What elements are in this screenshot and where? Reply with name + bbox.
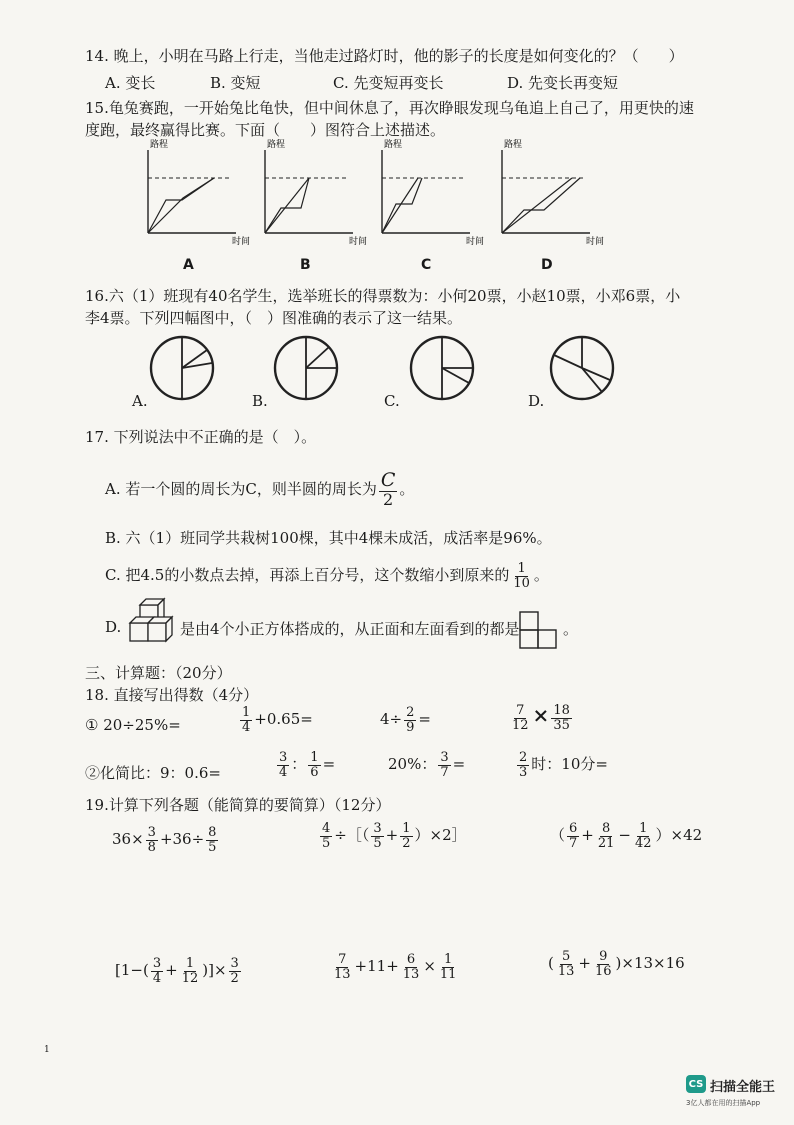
q14-option-c: C. 先变短再变长 xyxy=(333,74,444,92)
graph-a-y-label: 路程 xyxy=(150,140,169,150)
q18-r2-a: ②化简比：9：0.6= xyxy=(85,764,221,782)
q17-option-d-label: D. xyxy=(105,618,122,636)
graph-d-y-label: 路程 xyxy=(504,140,523,150)
graph-b xyxy=(265,138,367,247)
graph-d-x-label: 时间 xyxy=(586,237,605,247)
watermark-title: 扫描全能王 xyxy=(710,1080,776,1095)
q17-option-c: C. 把4.5的小数点去掉，再添上百分号，这个数缩小到原来的 $\frac{1}{10}$ 。 xyxy=(105,561,549,591)
q14-option-d: D. 先变长再变短 xyxy=(507,74,619,92)
q19-title: 19.计算下列各题（能简算的要简算）（12分） xyxy=(85,796,391,814)
q19-expr-6: ( $\frac{5}{13}$ + $\frac{9}{16}$ )×13×16 xyxy=(548,949,685,979)
q15-label-d: D xyxy=(541,257,553,273)
page-mark: 1 xyxy=(44,1045,50,1055)
q18-r1-b: $\frac{1}{4}$ +0.65= xyxy=(242,705,313,735)
q18-r1-a: ① 20÷25%= xyxy=(85,716,181,734)
q16-pie-charts xyxy=(120,330,640,415)
graph-c-x-label: 时间 xyxy=(466,237,485,247)
q19-expr-3: （ $\frac{6}{7}$ + $\frac{8}{21}$ − $\frac{1}{42}$ ）×42 xyxy=(550,821,703,851)
q15-label-a: A xyxy=(183,257,194,273)
q17-stem: 17. 下列说法中不正确的是（ ）。 xyxy=(85,428,317,446)
graph-c-y-label: 路程 xyxy=(384,140,403,150)
q18-r2-c: 20%： $\frac{3}{7}$ = xyxy=(388,750,466,780)
pie-a xyxy=(151,337,213,399)
q17-option-b: B. 六（1）班同学共栽树100棵，其中4棵未成活，成活率是96%。 xyxy=(105,529,552,547)
q18-r1-d: $\frac{7}{12}$ × $\frac{18}{35}$ xyxy=(512,702,570,733)
q18-title: 18. 直接写出得数（4分） xyxy=(85,686,259,704)
pie-c xyxy=(411,337,473,399)
q19-expr-2: $\frac{4}{5}$ ÷［（ $\frac{3}{5}$ + $\frac{1}{2}$ ）×2］ xyxy=(322,821,467,851)
q18-r2-b: $\frac{3}{4}$ ： $\frac{1}{6}$ = xyxy=(279,750,336,780)
graph-b-y-label: 路程 xyxy=(267,140,286,150)
pie-b xyxy=(275,337,337,399)
cube-stack-figure xyxy=(128,597,180,647)
q16-stem-2: 李4票。下列四幅图中，（ ）图准确的表示了这一结果。 xyxy=(85,309,463,327)
q14-stem: 14. 晚上，小明在马路上行走，当他走过路灯时，他的影子的长度是如何变化的？（ ） xyxy=(85,47,684,65)
q19-expr-4: [1−( $\frac{3}{4}$ + $\frac{1}{12}$ )]× $\frac{3}{2}$ xyxy=(115,956,239,986)
graph-c xyxy=(382,138,484,247)
q16-stem-1: 16.六（1）班现有40名学生，选举班长的得票数为：小何20票，小赵10票，小邓6票，小 xyxy=(85,287,681,305)
q17-option-d-text: 是由4个小正方体搭成的，从正面和左面看到的都是 xyxy=(180,620,520,638)
q15-label-b: B xyxy=(300,257,311,273)
q15-graphs xyxy=(130,138,630,273)
q16-label-a: A. xyxy=(132,392,148,410)
pie-d xyxy=(551,337,613,399)
graph-d xyxy=(502,138,604,247)
q18-r1-c: 4÷ $\frac{2}{9}$ = xyxy=(380,705,431,735)
q17-option-d-end: 。 xyxy=(563,620,579,638)
q19-expr-5: $\frac{7}{13}$ +11+ $\frac{6}{13}$ × $\frac{1}{11}$ xyxy=(334,952,457,982)
q16-label-d: D. xyxy=(528,392,545,410)
q15-label-c: C xyxy=(421,257,432,273)
q14-option-a: A. 变长 xyxy=(105,74,156,92)
q18-r2-d: $\frac{2}{3}$ 时：10分= xyxy=(519,750,608,780)
graph-a-x-label: 时间 xyxy=(232,237,251,247)
q15-stem-1: 15.龟兔赛跑，一开始兔比龟快，但中间休息了，再次睁眼发现乌龟追上自己了，用更快的速 xyxy=(85,99,694,117)
camscanner-logo-icon: CS xyxy=(686,1075,706,1093)
graph-b-x-label: 时间 xyxy=(349,237,368,247)
section-3-title: 三、计算题：（20分） xyxy=(85,664,232,682)
q17-option-a: A. 若一个圆的周长为C，则半圆的周长为 $\frac{C}{2}$ 。 xyxy=(105,469,415,509)
q16-label-c: C. xyxy=(384,392,400,410)
q14-option-b: B. 变短 xyxy=(210,74,261,92)
q15-stem-2: 度跑，最终赢得比赛。下面（ ）图符合上述描述。 xyxy=(85,121,446,139)
q16-label-b: B. xyxy=(252,392,268,410)
watermark-subtitle: 3亿人都在用的扫描App xyxy=(686,1099,761,1107)
q19-expr-1: 36× $\frac{3}{8}$ +36÷ $\frac{8}{5}$ xyxy=(112,825,217,855)
graph-a xyxy=(148,138,250,247)
view-shape-figure xyxy=(518,610,564,650)
